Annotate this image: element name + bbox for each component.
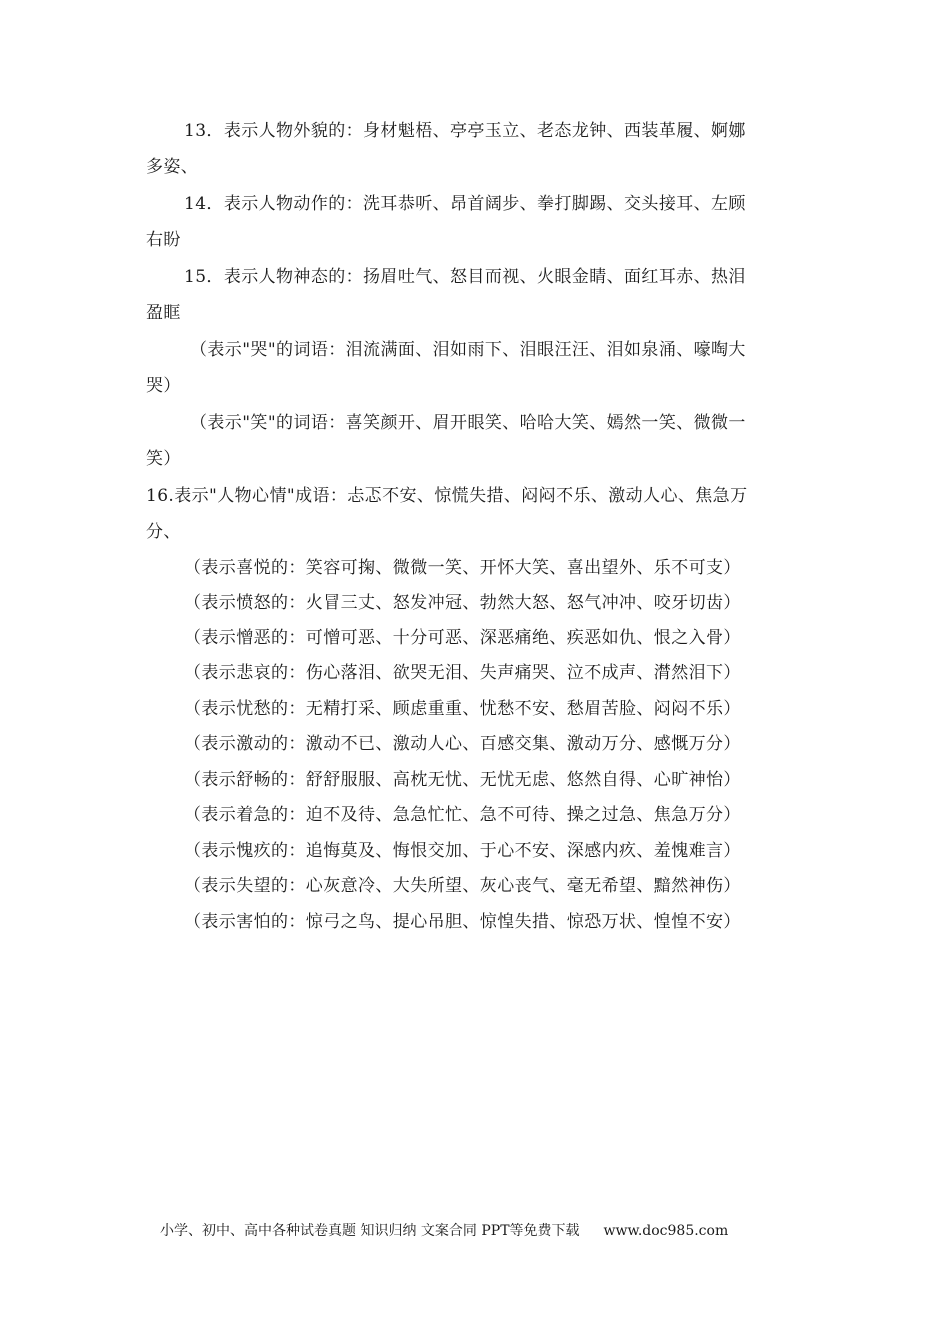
mood-sorrow: （表示悲哀的：伤心落泪、欲哭无泪、失声痛哭、泣不成声、潸然泪下） [184,663,741,683]
footer-text: 小学、初中、高中各种试卷真题 知识归纳 文案合同 PPT等免费下载 [160,1223,580,1239]
paragraph-action [146,186,806,258]
mood-hatred: （表示憎恶的：可憎可恶、十分可恶、深恶痛绝、疾恶如仇、恨之入骨） [184,628,741,648]
paragraph-line: 笑） [146,449,181,469]
mood-joy: （表示喜悦的：笑容可掬、微微一笑、开怀大笑、喜出望外、乐不可支） [184,558,741,578]
paragraph-line: 16.表示"人物心情"成语：忐忑不安、惊慌失措、闷闷不乐、激动人心、焦急万 [146,486,748,506]
paragraph-appearance [146,113,806,185]
paragraph-line: （表示"哭"的词语：泪流满面、泪如雨下、泪眼汪汪、泪如泉涌、嚎啕大 [190,340,746,360]
paragraph-laugh [146,405,806,477]
paragraph-mood [146,478,806,550]
mood-anxiety: （表示着急的：迫不及待、急急忙忙、急不可待、操之过急、焦急万分） [184,805,741,825]
paragraph-line: 13．表示人物外貌的：身材魁梧、亭亭玉立、老态龙钟、西装革履、婀娜 [184,121,746,141]
footer-site-link[interactable]: www.doc985.com [603,1223,729,1239]
mood-worry: （表示忧愁的：无精打采、顾虑重重、忧愁不安、愁眉苦脸、闷闷不乐） [184,699,741,719]
paragraph-line: 15．表示人物神态的：扬眉吐气、怒目而视、火眼金睛、面红耳赤、热泪 [184,267,746,287]
paragraph-line: 哭） [146,376,181,396]
paragraph-expression [146,259,806,331]
paragraph-line: 多姿、 [146,157,199,177]
mood-anger: （表示愤怒的：火冒三丈、怒发冲冠、勃然大怒、怒气冲冲、咬牙切齿） [184,593,741,613]
paragraph-line: 分、 [146,522,181,542]
paragraph-cry [146,332,806,404]
mood-comfort: （表示舒畅的：舒舒服服、高枕无忧、无忧无虑、悠然自得、心旷神怡） [184,770,741,790]
mood-fear: （表示害怕的：惊弓之鸟、提心吊胆、惊惶失措、惊恐万状、惶惶不安） [184,912,741,932]
page-footer [160,1220,728,1240]
mood-excitement: （表示激动的：激动不已、激动人心、百感交集、激动万分、感慨万分） [184,734,741,754]
paragraph-line: 盈眶 [146,303,181,323]
mood-guilt: （表示愧疚的：追悔莫及、悔恨交加、于心不安、深感内疚、羞愧难言） [184,841,741,861]
paragraph-line: （表示"笑"的词语：喜笑颜开、眉开眼笑、哈哈大笑、嫣然一笑、微微一 [190,413,746,433]
paragraph-line: 14．表示人物动作的：洗耳恭听、昂首阔步、拳打脚踢、交头接耳、左顾 [184,194,746,214]
mood-disappointment: （表示失望的：心灰意冷、大失所望、灰心丧气、毫无希望、黯然神伤） [184,876,741,896]
paragraph-line: 右盼 [146,230,181,250]
